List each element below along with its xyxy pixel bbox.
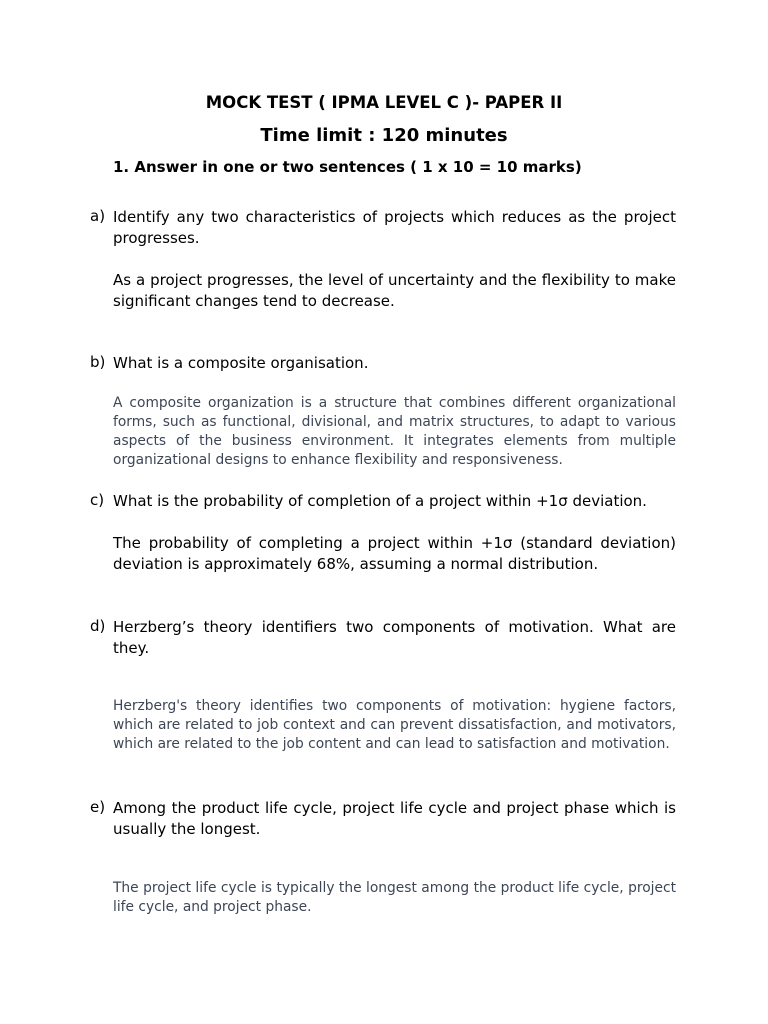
answer-b-text: A composite organization is a structure that combines different organizational forms, such as functional, divisional, and matrix structures, to adapt to various aspects of the business environment. It integrates elements from multiple organizational designs to enhance flexibility and responsiveness. [113,395,676,468]
section-instruction: 1. Answer in one or two sentences ( 1 x 10 = 10 marks) [113,158,582,176]
question-e-letter: e) [90,798,106,816]
question-a-text: Identify any two characteristics of projects which reduces as the project progresses. [113,208,676,247]
question-e-text: Among the product life cycle, project life cycle and project phase which is usually the longest. [113,799,676,838]
question-d-text: Herzberg’s theory identifiers two components of motivation. What are they. [113,618,676,657]
answer-a-text: As a project progresses, the level of uncertainty and the flexibility to make significant changes tend to decrease. [113,271,676,310]
question-a-letter: a) [90,207,106,225]
question-d-letter: d) [90,617,106,635]
document-title: MOCK TEST ( IPMA LEVEL C )- PAPER II [205,93,563,112]
answer-c-text: The probability of completing a project within +1σ (standard deviation) deviation is approximately 68%, assuming a normal distribution. [113,534,676,573]
question-b-text: What is a composite organisation. [113,354,369,372]
question-c-letter: c) [90,491,105,509]
question-b-letter: b) [90,353,106,371]
time-limit: Time limit : 120 minutes [260,125,508,146]
answer-e-text: The project life cycle is typically the longest among the product life cycle, project life cycle, and project phase. [113,880,676,915]
answer-d-text: Herzberg's theory identifies two components of motivation: hygiene factors, which are related to job context and can prevent dissatisfaction, and motivators, which are related to the job content and can lead to satisfaction and motivation. [113,698,676,752]
question-c-text: What is the probability of completion of a project within +1σ deviation. [113,492,647,510]
